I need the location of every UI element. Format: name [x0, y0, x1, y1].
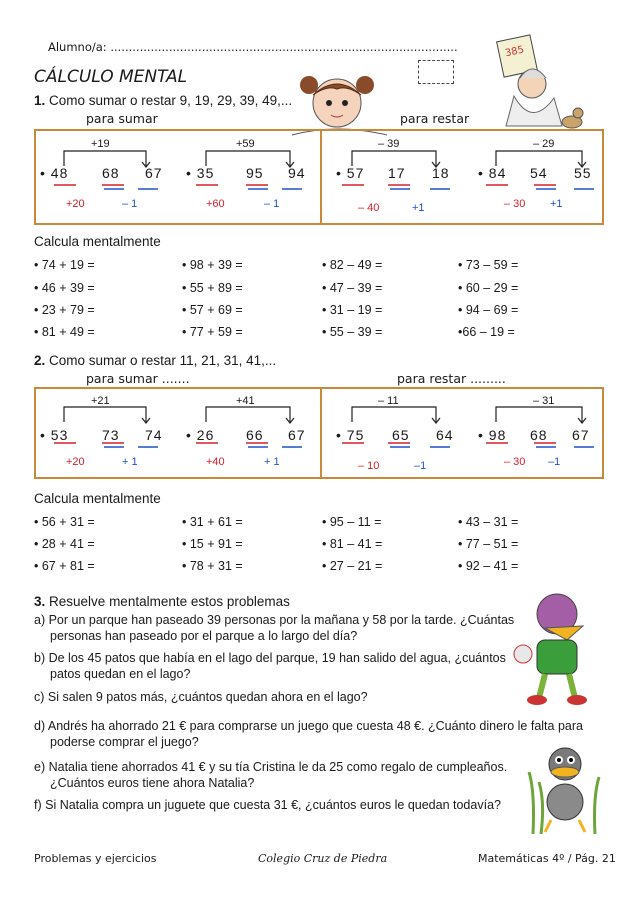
part1-ex2-blue: – 1 — [264, 198, 280, 210]
problem-e: e) Natalia tiene ahorrados 41 € y su tía Cristina le da 25 como regalo de cumpleaños. ¿Cuántos euros tiene ahora Natalia? — [34, 760, 508, 790]
boy-duck-mask-illustration — [505, 588, 615, 708]
calc2-r1c4: • 43 – 31 = — [458, 515, 519, 529]
part2-ex4-red: – 30 — [504, 456, 526, 468]
calc1-r2c2: • 55 + 89 = — [182, 281, 243, 295]
part2-ex2-b: 66 — [246, 427, 264, 443]
calc1-r3c2: • 57 + 69 = — [182, 303, 243, 317]
calc1-r3c1: • 23 + 79 = — [34, 303, 95, 317]
part1-calc-title: Calcula mentalmente — [34, 234, 161, 249]
part1-ex2-b: 95 — [246, 165, 264, 181]
part3-heading: 3. Resuelve mentalmente estos problemas — [34, 594, 290, 609]
part2-sub-label: para restar ......... — [397, 371, 506, 386]
part1-ex4-top: – 29 — [533, 138, 555, 150]
part2-ex2-c: 67 — [288, 427, 306, 443]
part1-ex3-blue: +1 — [412, 202, 425, 214]
part2-ex3-top: – 11 — [378, 395, 399, 407]
part1-ex3-top: – 39 — [378, 138, 400, 150]
student-name-line: Alumno/a: ............................................................................................... — [48, 40, 458, 54]
part2-ex1-a: • 53 — [40, 427, 69, 443]
part1-ex4-c: 55 — [574, 165, 592, 181]
part1-ex1-top: +19 — [91, 138, 110, 150]
calc2-r1c2: • 31 + 61 = — [182, 515, 243, 529]
part2-ex3-c: 64 — [436, 427, 454, 443]
part2-ex2-red: +40 — [206, 456, 225, 468]
part2-calc-title: Calcula mentalmente — [34, 491, 161, 506]
calc2-r1c3: • 95 – 11 = — [322, 515, 382, 529]
calc2-r2c4: • 77 – 51 = — [458, 537, 519, 551]
calc2-r3c3: • 27 – 21 = — [322, 559, 383, 573]
part1-ex2-a: • 35 — [186, 165, 215, 181]
duck-illustration — [525, 742, 605, 834]
part1-ex1-b: 68 — [102, 165, 120, 181]
part1-ex4-blue: +1 — [550, 198, 563, 210]
part1-ex4-red: – 30 — [504, 198, 526, 210]
part1-sub-label: para restar — [400, 111, 470, 126]
calc1-r1c4: • 73 – 59 = — [458, 258, 519, 272]
calc1-r1c2: • 98 + 39 = — [182, 258, 243, 272]
part2-ex1-b: 73 — [102, 427, 120, 443]
footer-school: Colegio Cruz de Piedra — [258, 852, 388, 865]
part2-ex2-a: • 26 — [186, 427, 215, 443]
calc2-r3c2: • 78 + 31 = — [182, 559, 243, 573]
problem-f: f) Si Natalia compra un juguete que cuesta 31 €, ¿cuántos euros le quedan todavía? — [34, 798, 501, 812]
section-title: CÁLCULO MENTAL — [34, 67, 188, 87]
part2-ex1-red: +20 — [66, 456, 85, 468]
part1-ex1-a: • 48 — [40, 165, 69, 181]
part1-ex3-a: • 57 — [336, 165, 365, 181]
calc1-r3c3: • 31 – 19 = — [322, 303, 383, 317]
part1-ex1-red: +20 — [66, 198, 85, 210]
footer-page: Matemáticas 4º / Pág. 21 — [478, 852, 616, 865]
part2-ex4-c: 67 — [572, 427, 590, 443]
part1-ex2-top: +59 — [236, 138, 255, 150]
part1-ex1-blue: – 1 — [122, 198, 138, 210]
footer-left: Problemas y ejercicios — [34, 852, 157, 865]
calc2-r3c1: • 67 + 81 = — [34, 559, 95, 573]
calc2-r2c2: • 15 + 91 = — [182, 537, 243, 551]
part1-ex1-c: 67 — [145, 165, 163, 181]
part1-ex3-red: – 40 — [358, 202, 380, 214]
part2-ex3-blue: –1 — [414, 460, 427, 472]
grade-box — [418, 60, 454, 84]
calc1-r1c1: • 74 + 19 = — [34, 258, 95, 272]
calc1-r4c2: • 77 + 59 = — [182, 325, 243, 339]
calc1-r2c1: • 46 + 39 = — [34, 281, 95, 295]
calc1-r1c3: • 82 – 49 = — [322, 258, 383, 272]
part2-ex4-blue: –1 — [548, 456, 561, 468]
part1-ex3-b: 17 — [388, 165, 406, 181]
problem-d: d) Andrés ha ahorrado 21 € para comprarse un juego que cuesta 48 €. ¿Cuánto dinero le falta para poderse comprar el juego? — [34, 719, 583, 749]
part1-ex3-c: 18 — [432, 165, 450, 181]
part2-ex1-top: +21 — [91, 395, 110, 407]
calc1-r2c3: • 47 – 39 = — [322, 281, 383, 295]
calc1-r4c1: • 81 + 49 = — [34, 325, 95, 339]
calc1-r2c4: • 60 – 29 = — [458, 281, 519, 295]
svg-text:385: 385 — [504, 44, 526, 60]
part2-ex4-top: – 31 — [533, 395, 555, 407]
part1-ex2-red: +60 — [206, 198, 225, 210]
problem-b: b) De los 45 patos que había en el lago del parque, 19 han salido del agua, ¿cuántos patos quedan en el lago? — [34, 651, 506, 681]
part2-heading: 2. Como sumar o restar 11, 21, 31, 41,... — [34, 353, 277, 368]
part2-ex1-blue: + 1 — [122, 456, 138, 468]
calc2-r2c3: • 81 – 41 = — [322, 537, 383, 551]
part1-heading: 1. Como sumar o restar 9, 19, 29, 39, 49,... — [34, 93, 293, 108]
problem-a: a) Por un parque han paseado 39 personas por la mañana y 58 por la tarde. ¿Cuántas personas han paseado por el parque a lo largo del día? — [34, 613, 515, 643]
part2-ex3-a: • 75 — [336, 427, 365, 443]
part1-ex4-a: • 84 — [478, 165, 507, 181]
calc1-r4c3: • 55 – 39 = — [322, 325, 383, 339]
part2-ex4-b: 68 — [530, 427, 548, 443]
part2-ex2-top: +41 — [236, 395, 255, 407]
part1-ex2-c: 94 — [288, 165, 306, 181]
calc2-r3c4: • 92 – 41 = — [458, 559, 519, 573]
part1-sum-label: para sumar — [86, 111, 158, 126]
part2-ex2-blue: + 1 — [264, 456, 280, 468]
calc2-r2c1: • 28 + 41 = — [34, 537, 95, 551]
calc1-r3c4: • 94 – 69 = — [458, 303, 519, 317]
part2-ex4-a: • 98 — [478, 427, 507, 443]
professor-illustration — [470, 18, 595, 133]
part2-ex3-b: 65 — [392, 427, 410, 443]
part1-ex4-b: 54 — [530, 165, 548, 181]
problem-c: c) Si salen 9 patos más, ¿cuántos quedan ahora en el lago? — [34, 690, 368, 704]
calc2-r1c1: • 56 + 31 = — [34, 515, 95, 529]
part2-ex1-c: 74 — [145, 427, 163, 443]
part2-ex3-red: – 10 — [358, 460, 380, 472]
part2-sum-label: para sumar ....... — [86, 371, 190, 386]
calc1-r4c4: •66 – 19 = — [458, 325, 515, 339]
